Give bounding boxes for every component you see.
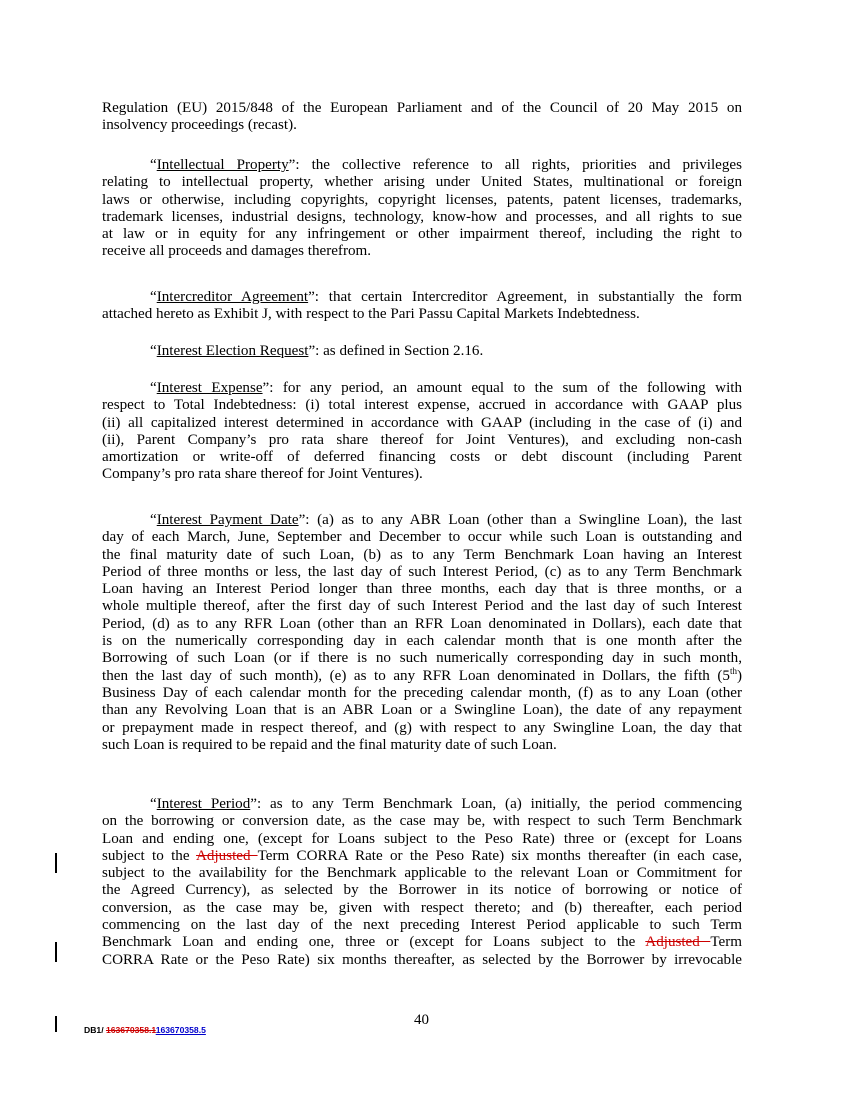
document-id	[84, 1022, 206, 1039]
open-quote: “	[150, 289, 157, 305]
text-line: the Agreed Currency), as selected by the Borrower in its notice of borrowing or notice of	[102, 882, 742, 899]
text-line: trademark licenses, industrial designs, technology, know-how and processes, and all rights to sue	[102, 208, 742, 225]
text-line: conversion, as the case may be, given with respect thereto; and (b) thereafter, each period	[102, 899, 742, 916]
text-line: is on the numerically corresponding day in each calendar month that is one month after the	[102, 633, 742, 650]
defined-term: Interest Period	[156, 796, 251, 812]
text-line: commencing on the last day of the next preceding Interest Period applicable to such Term	[102, 917, 742, 934]
text-line: respect to Total Indebtedness: (i) total interest expense, accrued in accordance with GAAP plus	[102, 397, 742, 414]
text-segment: Term	[710, 934, 742, 951]
text-line: than any Revolving Loan that is an ABR Loan or a Swingline Loan), the date of any repayment	[102, 702, 742, 719]
definition-intellectual-property	[102, 157, 742, 261]
change-bar	[55, 942, 57, 962]
text-line	[102, 512, 742, 529]
defined-term: Interest Election Request	[156, 343, 309, 359]
text-line: Regulation (EU) 2015/848 of the European Parliament and of the Council of 20 May 2015 on	[102, 100, 742, 116]
definition-interest-payment-date	[102, 512, 742, 754]
text-line	[102, 848, 742, 865]
superscript: th	[729, 665, 737, 676]
text-line: CORRA Rate or the Peso Rate) six months thereafter, as selected by the Borrower by irrevocable	[102, 951, 742, 968]
defined-term: Intellectual Property	[156, 157, 289, 173]
text-line: (ii) all capitalized interest determined in accordance with GAAP (including in the case of (i) and	[102, 414, 742, 431]
text-segment: Term CORRA Rate or the Peso Rate) six months thereafter (in each case,	[257, 847, 742, 864]
page-number: 40	[414, 1012, 429, 1028]
text-line: Business Day of each calendar month for the preceding calendar month, (f) as to any Loan (other	[102, 684, 742, 701]
text-line: Company’s pro rata share thereof for Joint Ventures).	[102, 466, 423, 483]
text-line: on the borrowing or conversion date, as the case may be, with respect to such Term Benchmark	[102, 813, 742, 830]
deleted-text: Adjusted	[645, 934, 711, 951]
text-line: Period, (d) as to any RFR Loan (other than an RFR Loan denominated in Dollars), each date that	[102, 615, 742, 632]
definition-text: ”: as to any Term Benchmark Loan, (a) initially, the period commencing	[250, 796, 742, 812]
change-bar	[55, 1016, 57, 1032]
deleted-text: Adjusted	[196, 847, 258, 864]
text-line: subject to the availability for the Benchmark applicable to the relevant Loan or Commitment for	[102, 865, 742, 882]
text-line: Borrowing of such Loan (or if there is no such numerically corresponding day in such month,	[102, 650, 742, 667]
definition-interest-election-request	[102, 343, 742, 360]
definition-interest-period	[102, 796, 742, 969]
definition-text: ”: as defined in Section 2.16.	[308, 343, 484, 359]
text-line	[102, 934, 742, 951]
deleted-doc-id: 163670358.1	[105, 1025, 156, 1035]
definition-intercreditor-agreement	[102, 289, 742, 324]
text-line	[102, 380, 742, 397]
text-line: the final maturity date of such Loan, (b) as to any Term Benchmark Loan having an Interest	[102, 546, 742, 563]
open-quote: “	[150, 343, 157, 359]
text-segment: )	[736, 667, 742, 684]
text-line: relating to intellectual property, whether arising under United States, multinational or foreign	[102, 174, 742, 191]
text-line: Loan and ending one, (except for Loans subject to the Peso Rate) three or (except for Loans	[102, 830, 742, 847]
open-quote: “	[150, 796, 157, 812]
text-segment: then the last day of such month), (e) as to any RFR Loan denominated in Dollars, the fifth (5	[102, 667, 730, 684]
definition-interest-expense	[102, 380, 742, 484]
text-line: such Loan is required to be repaid and the final maturity date of such Loan.	[102, 736, 557, 753]
text-line	[102, 796, 742, 813]
open-quote: “	[150, 157, 157, 173]
text-line	[102, 343, 742, 360]
text-line: insolvency proceedings (recast).	[102, 117, 297, 134]
text-line: Loan having an Interest Period longer than three months, each day that is three months, or a	[102, 581, 742, 598]
text-line: (ii), Parent Company’s pro rata share thereof for Joint Ventures), and excluding non-cash	[102, 431, 742, 448]
inserted-doc-id: 163670358.5	[155, 1025, 206, 1035]
defined-term: Interest Expense	[156, 380, 263, 396]
text-segment: Benchmark Loan and ending one, three or (except for Loans subject to the	[102, 934, 646, 951]
text-line	[102, 157, 742, 174]
text-line	[102, 665, 742, 685]
text-line: Period of three months or less, the last day of such Interest Period, (c) as to any Term Benchmark	[102, 563, 742, 580]
defined-term: Interest Payment Date	[156, 512, 299, 528]
defined-term: Intercreditor Agreement	[156, 289, 309, 305]
text-line: receive all proceeds and damages therefrom.	[102, 243, 372, 260]
text-line: at law or in equity for any infringement or other impairment thereof, including the right to	[102, 226, 742, 243]
definition-text: ”: the collective reference to all rights, priorities and privileges	[288, 157, 742, 173]
open-quote: “	[150, 512, 157, 528]
paragraph-insolvency-regulation	[102, 100, 742, 135]
text-line	[102, 289, 742, 306]
open-quote: “	[150, 380, 157, 396]
definition-text: ”: that certain Intercreditor Agreement, in substantially the form	[308, 289, 742, 305]
change-bar	[55, 853, 57, 873]
text-line: whole multiple thereof, after the first day of such Interest Period and the last day of such Interest	[102, 598, 742, 615]
definition-text: ”: for any period, an amount equal to the sum of the following with	[262, 380, 743, 396]
text-line: or prepayment made in respect thereof, and (g) with respect to any Swingline Loan, the day that	[102, 719, 742, 736]
doc-prefix: DB1/	[84, 1025, 106, 1035]
definition-text: ”: (a) as to any ABR Loan (other than a Swingline Loan), the last	[298, 512, 742, 528]
text-line: laws or otherwise, including copyrights, copyright licenses, patents, patent licenses, trademarks,	[102, 191, 742, 208]
text-segment: subject to the	[102, 847, 197, 864]
text-line: amortization or write-off of deferred financing costs or debt discount (including Parent	[102, 449, 742, 466]
text-line: day of each March, June, September and December to occur while such Loan is outstanding and	[102, 529, 742, 546]
text-line: attached hereto as Exhibit J, with respect to the Pari Passu Capital Markets Indebtedness.	[102, 306, 640, 323]
